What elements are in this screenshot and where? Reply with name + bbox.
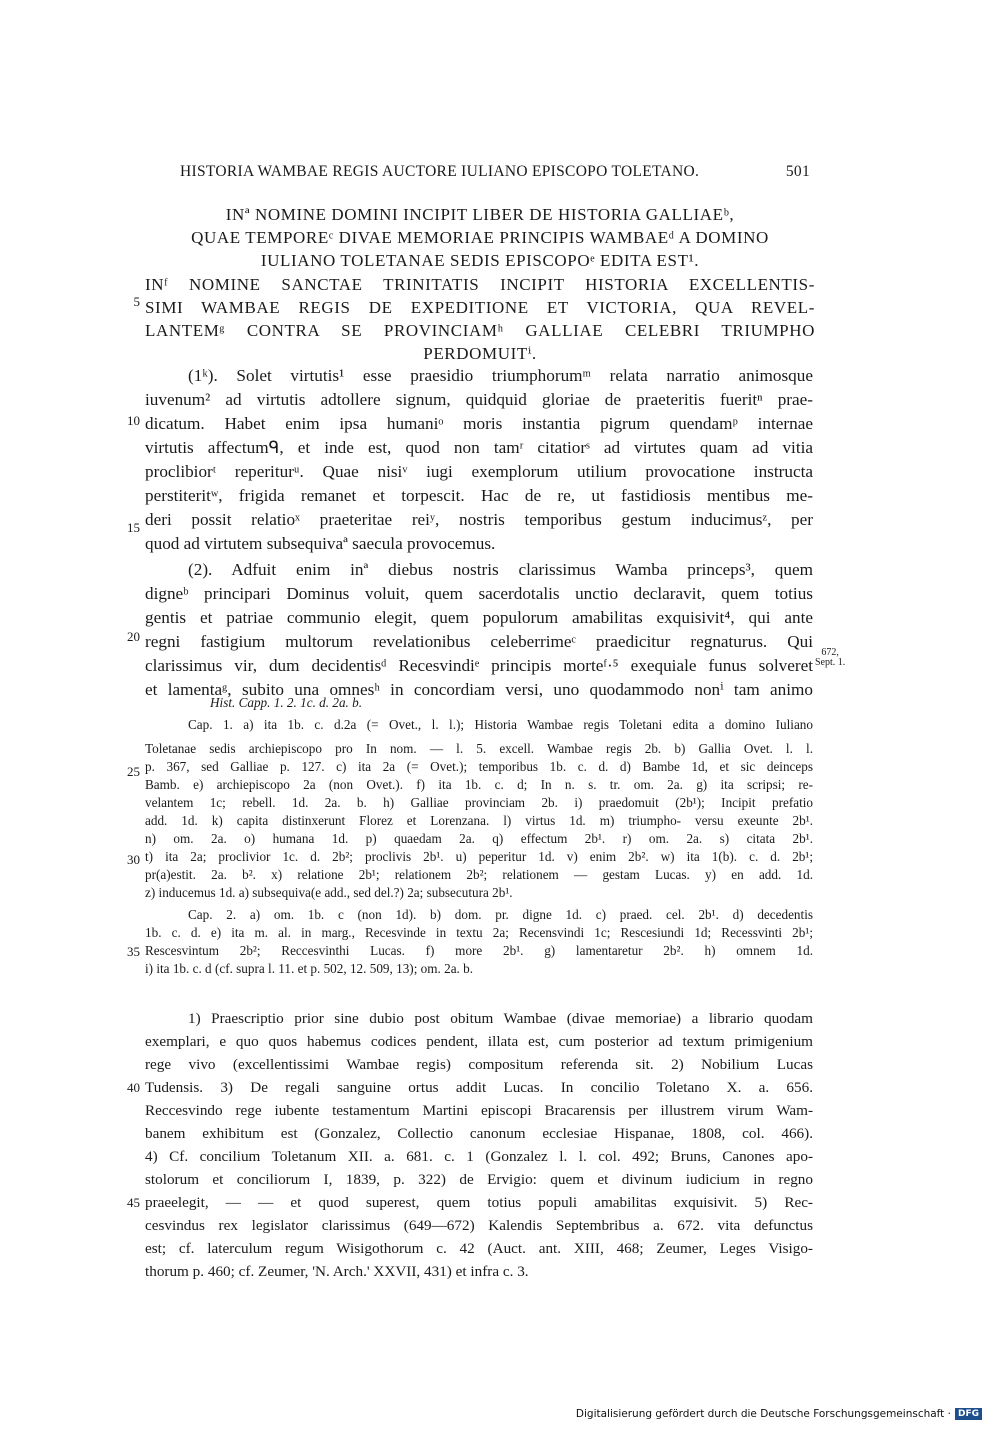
apparatus-line: Bamb. e) archiepiscopo 2a (non Ovet.). f) ita 1b. c. d; In n. s. tr. om. 2a. g) ita scripsi; re- xyxy=(145,777,813,792)
body-line: perstiteritʷ, frigida remanet et torpescit. Hac de re, ut fastidiosis mentibus me- xyxy=(145,486,813,505)
footnote-line: cesvindus rex legislator clarissimus (649—672) Kalendis Septembribus a. 672. vita defunctus xyxy=(145,1217,813,1234)
apparatus-line: Cap. 2. a) om. 1b. c (non 1d). b) dom. pr. digne 1d. c) praed. cel. 2b¹. d) decedentis xyxy=(188,907,813,922)
page-number: 501 xyxy=(785,163,810,180)
apparatus-line: 1b. c. d. e) ita m. al. in marg., Recesvinde in textu 2a; Recensvindi 1c; Rescesiundi 1d; Recessvinti 2b¹; xyxy=(145,925,813,940)
margin-date-year: 672, xyxy=(821,647,839,658)
running-title: HISTORIA WAMBAE REGIS AUCTORE IULIANO EPISCOPO TOLETANO. xyxy=(180,163,700,180)
footnote-line: rege vivo (excellentissimi Wambae regis) compositum referenda sit. 2) Nobilium Lucas xyxy=(145,1056,813,1073)
body-line: clarissimus vir, dum decidentisᵈ Recesvindiᵉ principis morteᶠ·⁵ exequiale funus solveret xyxy=(145,656,813,675)
body-line: gentis et patriae communio elegit, quem populorum amabilitas exquisivit⁴, qui ante xyxy=(145,608,813,627)
apparatus-line: add. 1d. k) capita distinxerunt Florez et Lorenzana. l) virtus 1d. m) triumpho- versu exeunte 2b¹. xyxy=(145,813,813,828)
body-line: digneᵇ principari Dominus voluit, quem sacerdotalis unctio declaravit, quem totius xyxy=(145,584,813,603)
body-line: proclibiorᵗ reperiturᵘ. Quae nisiᵛ iugi exemplorum utilium provocatione instructa xyxy=(145,462,813,481)
apparatus-line: z) inducemus 1d. a) subsequiva(e add., sed del.?) 2a; subsecutura 2b¹. xyxy=(145,885,513,900)
line-number: 30 xyxy=(127,852,140,867)
footnote-line: Tudensis. 3) De regali sanguine ortus addit Lucas. In concilio Toletano X. a. 656. xyxy=(145,1079,813,1096)
body-line: dicatum. Habet enim ipsa humaniᵒ moris instantia pigrum quendamᵖ internae xyxy=(145,414,813,433)
footnote-line: Reccesvindo rege iubente testamentum Martini episcopi Bracarensis per illustrem virum Wam- xyxy=(145,1102,813,1119)
line-number: 35 xyxy=(127,944,140,959)
line-number: 20 xyxy=(127,629,140,644)
body-line: regni fastigium multorum revelationibus celeberrimeᶜ praedicitur regnaturus. Qui xyxy=(145,632,813,651)
footnote-line: est; cf. laterculum regum Wisigothorum c. 42 (Auct. ant. XIII, 468; Zeumer, Leges Visigo- xyxy=(145,1240,813,1257)
title-line: SIMI WAMBAE REGIS DE EXPEDITIONE ET VICTORIA, QUA REVEL- xyxy=(145,298,815,317)
line-number: 45 xyxy=(127,1195,140,1210)
footnote-line: 1) Praescriptio prior sine dubio post obitum Wambae (divae memoriae) a librario quodam xyxy=(188,1010,813,1027)
title-line: LANTEMᵍ CONTRA SE PROVINCIAMʰ GALLIAE CELEBRI TRIUMPHO xyxy=(145,321,815,340)
footnote-line: 4) Cf. concilium Toletanum XII. a. 681. c. 1 (Gonzalez l. l. col. 492; Bruns, Canones apo- xyxy=(145,1148,813,1165)
body-line: quod ad virtutem subsequivaª saecula provocemus. xyxy=(145,534,496,553)
title-line: INª NOMINE DOMINI INCIPIT LIBER DE HISTORIA GALLIAEᵇ, xyxy=(225,205,735,224)
body-line: iuvenum² ad virtutis adtollere signum, quidquid gloriae de praeteritis fueritⁿ prae- xyxy=(145,390,813,409)
apparatus-line: p. 367, sed Galliae p. 127. c) ita 2a (= Ovet.); temporibus 1b. c. d. d) Bambe 1d, et sic deinceps xyxy=(145,759,813,774)
apparatus-line: i) ita 1b. c. d (cf. supra l. 11. et p. 502, 12. 509, 13); om. 2a. b. xyxy=(145,961,474,976)
title-line: INᶠ NOMINE SANCTAE TRINITATIS INCIPIT HISTORIA EXCELLENTIS- xyxy=(145,275,815,294)
body-line: (1ᵏ). Solet virtutis¹ esse praesidio triumphorumᵐ relata narratio animosque xyxy=(188,366,813,385)
title-line: QUAE TEMPOREᶜ DIVAE MEMORIAE PRINCIPIS WAMBAEᵈ A DOMINO xyxy=(191,228,769,247)
body-line: deri possit relatioˣ praeteritae reiʸ, nostris temporibus gestum inducimusᶻ, per xyxy=(145,510,813,529)
line-number: 40 xyxy=(127,1080,140,1095)
digitization-footer xyxy=(576,1408,982,1420)
apparatus-line: t) ita 2a; proclivior 1c. d. 2b²; proclivis 2b¹. u) peperitur 1d. v) enim 2b². w) ita 1(b). c. d. 2b¹; xyxy=(145,849,813,864)
title-line: IULIANO TOLETANAE SEDIS EPISCOPOᵉ EDITA EST¹. xyxy=(260,251,700,270)
running-header xyxy=(180,163,810,181)
apparatus-line: Hist. Capp. 1. 2. 1c. d. 2a. b. xyxy=(210,695,363,710)
line-number: 25 xyxy=(127,764,140,779)
footnote-line: exemplari, e quo quos habemus codices pendent, illata est, cum posterior ad textum primigenium xyxy=(145,1033,813,1050)
dfg-logo: DFG xyxy=(955,1408,982,1420)
margin-date-note xyxy=(815,648,845,668)
body-line: (2). Adfuit enim inª diebus nostris clarissimus Wamba princeps³, quem xyxy=(188,560,813,579)
footnote-line: stolorum et conciliorum I, 1839, p. 322) de Ervigio: quem et divinum iudicium in regno xyxy=(145,1171,813,1188)
footnote-line: praeelegit, — — et quod superest, quem totius populi amabilitas exquisivit. 5) Rec- xyxy=(145,1194,813,1211)
line-number: 15 xyxy=(127,520,140,535)
apparatus-line: Toletanae sedis archiepiscopo pro In nom. — l. 5. excell. Wambae regis 2b. b) Gallia Ovet. l. l. xyxy=(145,741,813,756)
footnote-line: banem exhibitum est (Gonzalez, Collectio canonum ecclesiae Hispanae, 1808, col. 466). xyxy=(145,1125,813,1142)
body-line: et lamentaᵍ, subito una omnesʰ in concordiam versi, uno quodammodo nonⁱ tam animo xyxy=(145,680,813,699)
apparatus-line: n) om. 2a. o) humana 1d. p) quaedam 2a. q) effectum 2b¹. r) om. 2a. s) citata 2b¹. xyxy=(145,831,813,846)
line-number: 5 xyxy=(133,294,140,309)
apparatus-line: pr(a)estit. 2a. b². x) relatione 2b¹; relationem 2b²; relationem — gestam Lucas. y) en add. 1d. xyxy=(145,867,813,882)
footer-text: Digitalisierung gefördert durch die Deutsche Forschungsgemeinschaft · xyxy=(575,1408,951,1420)
apparatus-line: Cap. 1. a) ita 1b. c. d.2a (= Ovet., l. l.); Historia Wambae regis Toletani edita a domino Iuliano xyxy=(188,717,813,732)
margin-date-day: Sept. 1. xyxy=(815,657,846,668)
line-number: 10 xyxy=(127,413,140,428)
apparatus-line: velantem 1c; rebell. 1d. 2a. b. h) Galliae provinciam 2b. i) praedomuit (2b¹); Incipit prefatio xyxy=(145,795,813,810)
title-line: PERDOMUITⁱ. xyxy=(423,344,537,363)
body-line: virtutis affectumᑫ, et inde est, quod non tamʳ citatiorˢ ad virtutes quam ad vitia xyxy=(145,438,813,457)
apparatus-line: Rescesvintum 2b²; Reccesvinthi Lucas. f) more 2b¹. g) lamentaretur 2b². h) omnem 1d. xyxy=(145,943,813,958)
footnote-line: thorum p. 460; cf. Zeumer, 'N. Arch.' XXVII, 431) et infra c. 3. xyxy=(145,1263,529,1280)
